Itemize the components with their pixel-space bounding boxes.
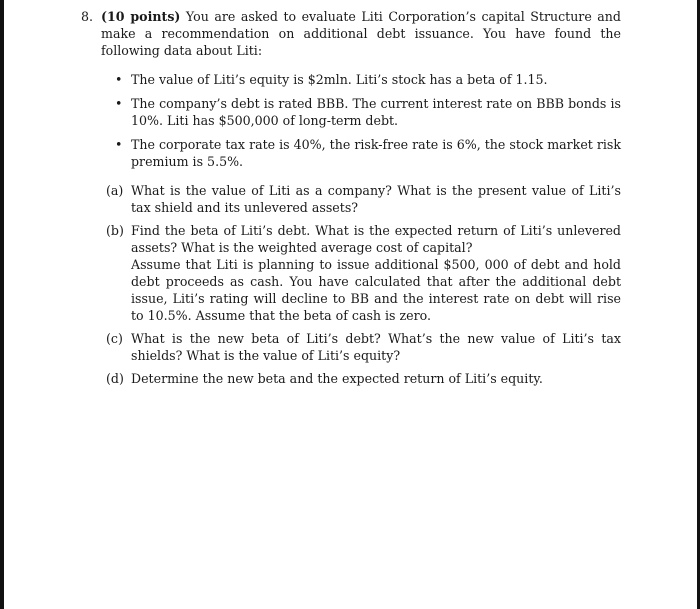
bullet-text: The value of Liti’s equity is $2mln. Liti’s stock has a beta of 1.15. bbox=[131, 72, 548, 87]
part-label: (b) bbox=[106, 223, 124, 238]
question-part-b bbox=[106, 222, 621, 324]
bullet-icon: • bbox=[115, 137, 123, 152]
part-label: (c) bbox=[106, 331, 123, 346]
problem-points: (10 points) bbox=[101, 9, 181, 24]
problem-number: 8. bbox=[81, 9, 94, 24]
problem-header bbox=[81, 8, 621, 59]
page-edge-left bbox=[0, 0, 4, 609]
question-parts-list bbox=[81, 182, 621, 387]
bullet-icon: • bbox=[115, 72, 123, 87]
part-extra-text: Assume that Liti is planning to issue additional $500, 000 of debt and hold debt proceeds as cash. You have calculated that after the additional debt issue, Liti’s rating will decline to BB and the interest rate on debt will rise to 10.5%. Assume that the beta of cash is zero. bbox=[131, 257, 621, 323]
bullet-item bbox=[115, 71, 621, 88]
part-label: (d) bbox=[106, 371, 124, 386]
bullet-item bbox=[115, 95, 621, 129]
question-part-c bbox=[106, 330, 621, 364]
bullet-text: The company’s debt is rated BBB. The current interest rate on BBB bonds is 10%. Liti has $500,000 of long-term debt. bbox=[131, 96, 621, 128]
question-part-a bbox=[106, 182, 621, 216]
bullet-item bbox=[115, 136, 621, 170]
part-text: Find the beta of Liti’s debt. What is the expected return of Liti’s unlevered assets? What is the weighted average cost of capital? bbox=[131, 223, 621, 255]
part-text: What is the value of Liti as a company? What is the present value of Liti’s tax shield and its unlevered assets? bbox=[131, 183, 621, 215]
problem-intro: You are asked to evaluate Liti Corporation’s capital Structure and make a recommendation on additional debt issuance. You have found the following data about Liti: bbox=[101, 9, 621, 58]
part-text: What is the new beta of Liti’s debt? What’s the new value of Liti’s tax shields? What is the value of Liti’s equity? bbox=[131, 331, 621, 363]
bullet-text: The corporate tax rate is 40%, the risk-free rate is 6%, the stock market risk premium is 5.5%. bbox=[131, 137, 621, 169]
question-part-d bbox=[106, 370, 621, 387]
part-label: (a) bbox=[106, 183, 124, 198]
bullet-icon: • bbox=[115, 96, 123, 111]
data-bullet-list bbox=[81, 71, 621, 170]
part-text: Determine the new beta and the expected return of Liti’s equity. bbox=[131, 371, 543, 386]
problem-8 bbox=[81, 8, 621, 393]
